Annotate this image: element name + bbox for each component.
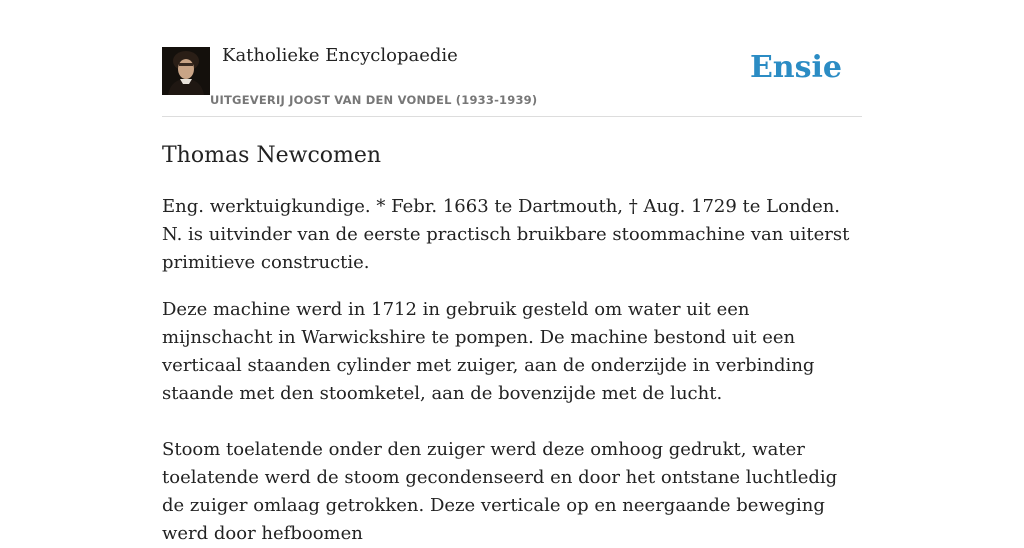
page — [162, 0, 862, 548]
header — [162, 0, 862, 117]
site-title-link[interactable]: Katholieke Encyclopaedie — [222, 45, 458, 66]
article-body — [162, 193, 862, 548]
publisher-label: UITGEVERIJ JOOST VAN DEN VONDEL (1933-1939) — [210, 93, 538, 107]
brand-logo-link[interactable]: Ensie — [749, 50, 842, 85]
paragraph: Eng. werktuigkundige. * Febr. 1663 te Dartmouth, † Aug. 1729 te Londen. N. is uitvinder van de eerste practisch bruikbare stoommachine van uiterst primitieve constructie. — [162, 196, 850, 273]
article-title: Thomas Newcomen — [162, 143, 382, 168]
paragraph: Deze machine werd in 1712 in gebruik gesteld om water uit een mijnschacht in Warwickshire te pompen. De machine bestond uit een verticaal staanden cylinder met zuiger, aan de onderzijde in verbinding staande met den stoomketel, aan de bovenzijde met de lucht. — [162, 299, 815, 404]
paragraph: Stoom toelatende onder den zuiger werd deze omhoog gedrukt, water toelatende werd de stoom gecondenseerd en door het ontstane luchtledig de zuiger omlaag getrokken. Deze verticale op en neergaande beweging werd door hefboomen — [162, 439, 838, 544]
portrait-icon[interactable] — [162, 47, 210, 95]
